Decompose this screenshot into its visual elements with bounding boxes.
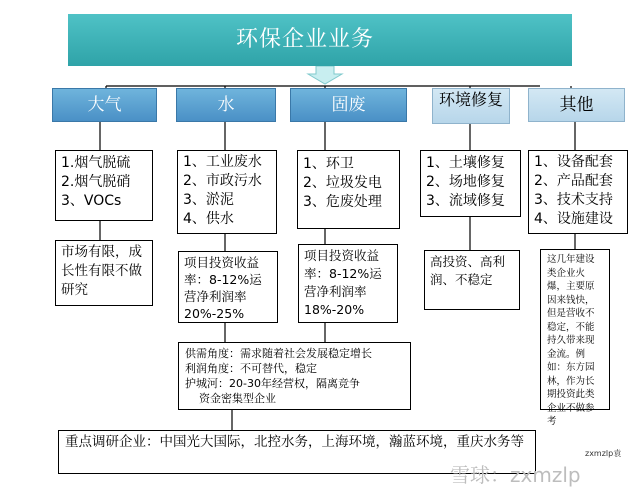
list-item: 2、产品配套 xyxy=(534,173,613,189)
list-item: 3、技术支持 xyxy=(534,192,613,208)
category-header-solid-waste: 固废 xyxy=(290,88,407,122)
list-item: 4、设施建设 xyxy=(534,211,613,227)
category-items-solid-waste xyxy=(297,150,400,229)
watermark: 雪球：zxmzlp xyxy=(450,463,581,487)
list-item: 2、市政污水 xyxy=(183,173,262,189)
category-header-air: 大气 xyxy=(52,88,157,122)
analysis-line: 供需角度：需求随着社会发展稳定增长 xyxy=(185,347,372,360)
list-item: 2、场地修复 xyxy=(426,174,505,190)
analysis-box xyxy=(178,342,411,410)
category-header-remediation: 环境修复 xyxy=(432,88,510,124)
category-items-air xyxy=(55,150,153,221)
category-items-other xyxy=(528,150,628,234)
note-text: 这几年建设类企业火爆，主要原因来钱快，但是营收不稳定，不能持久带来现金流。例如：东方园林，作为长期投资此类企业不做参考 xyxy=(547,254,595,427)
analysis-line: 护城河：20-30年经营权，隔离竞争 xyxy=(185,377,360,390)
list-item: 1、环卫 xyxy=(303,156,354,172)
category-note-remediation xyxy=(424,250,520,310)
list-item: 1.烟气脱硫 xyxy=(61,155,131,171)
note-text: 高投资、高利润、不稳定 xyxy=(430,254,506,287)
list-item: 1、设备配套 xyxy=(534,154,613,170)
note-text: 项目投资收益率：8-12%运营净利润率18%-20% xyxy=(304,248,382,317)
list-item: 3、流域修复 xyxy=(426,193,505,209)
list-item: 3、VOCs xyxy=(61,193,122,209)
list-item: 3、危废处理 xyxy=(303,194,382,210)
list-item: 2、垃圾发电 xyxy=(303,175,382,191)
category-note-other xyxy=(540,249,610,427)
page-title: 环保企业业务 xyxy=(68,14,572,66)
list-item: 1、土壤修复 xyxy=(426,155,505,171)
analysis-line: 资金密集型企业 xyxy=(199,392,276,405)
category-header-other: 其他 xyxy=(528,88,625,122)
category-items-water xyxy=(177,150,277,234)
focus-text: 重点调研企业：中国光大国际，北控水务，上海环境，瀚蓝环境，重庆水务等 xyxy=(65,434,524,450)
category-items-remediation xyxy=(420,150,521,217)
list-item: 1、工业废水 xyxy=(183,154,262,170)
category-header-water: 水 xyxy=(176,88,276,122)
category-note-air xyxy=(55,240,153,306)
note-text: 市场有限，成长性有限不做研究 xyxy=(61,244,142,298)
list-item: 3、淤泥 xyxy=(183,192,234,208)
analysis-line: 利润角度：不可替代，稳定 xyxy=(185,362,317,375)
watermark-small: zxmzlp袁 xyxy=(585,449,622,458)
category-note-water xyxy=(178,251,278,323)
note-text: 项目投资收益率：8-12%运营净利润率20%-25% xyxy=(184,255,262,321)
list-item: 4、供水 xyxy=(183,211,234,227)
list-item: 2.烟气脱硝 xyxy=(61,174,131,190)
category-note-solid-waste xyxy=(298,244,398,323)
